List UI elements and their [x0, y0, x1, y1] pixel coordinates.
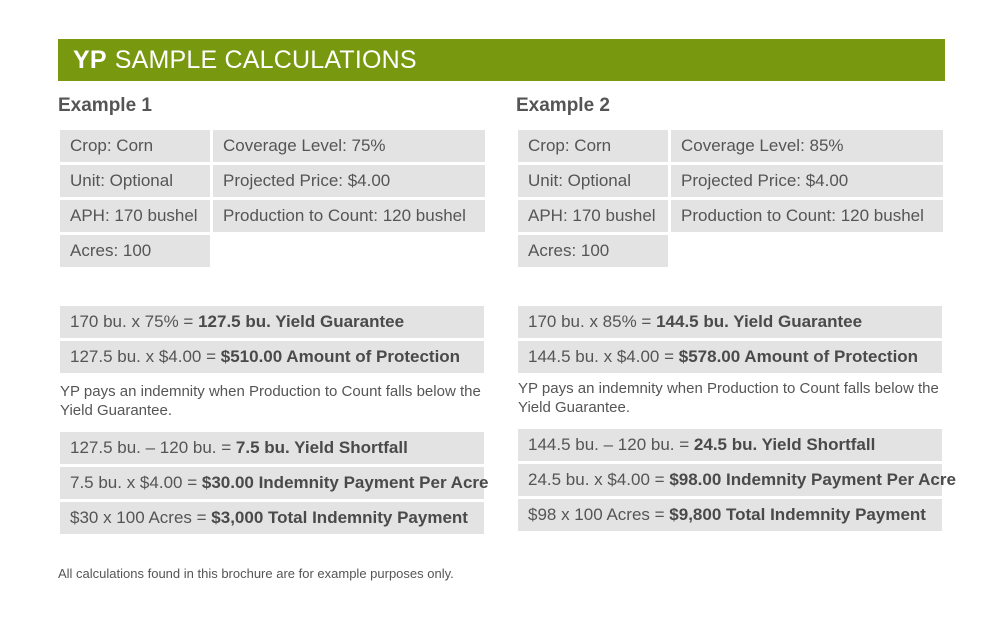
aph-cell: APH: 170 bushel	[60, 200, 210, 232]
unit-cell: Unit: Optional	[60, 165, 210, 197]
section-banner	[58, 39, 945, 81]
unit-cell: Unit: Optional	[518, 165, 668, 197]
indemnity-note: YP pays an indemnity when Production to Count falls below the Yield Guarantee.	[60, 383, 481, 419]
yield-guarantee-calc: 170 bu. x 75% = 127.5 bu. Yield Guarantee	[60, 306, 484, 338]
production-cell: Production to Count: 120 bushel	[671, 200, 943, 232]
example-title: Example 2	[516, 95, 610, 116]
aph-cell: APH: 170 bushel	[518, 200, 668, 232]
total-payment-calc: $98 x 100 Acres = $9,800 Total Indemnity Payment	[518, 499, 942, 531]
example-1	[58, 93, 489, 527]
disclaimer-footer: All calculations found in this brochure are for example purposes only.	[58, 566, 454, 581]
yield-guarantee-calc: 170 bu. x 85% = 144.5 bu. Yield Guarantee	[518, 306, 942, 338]
crop-cell: Crop: Corn	[60, 130, 210, 162]
crop-cell: Crop: Corn	[518, 130, 668, 162]
payment-per-acre-calc: 24.5 bu. x $4.00 = $98.00 Indemnity Payment Per Acre	[518, 464, 942, 496]
amount-protection-calc: 127.5 bu. x $4.00 = $510.00 Amount of Protection	[60, 341, 484, 373]
coverage-cell: Coverage Level: 75%	[213, 130, 485, 162]
indemnity-note: YP pays an indemnity when Production to Count falls below the Yield Guarantee.	[518, 380, 939, 416]
total-payment-calc: $30 x 100 Acres = $3,000 Total Indemnity Payment	[60, 502, 484, 534]
yield-shortfall-calc: 127.5 bu. – 120 bu. = 7.5 bu. Yield Shortfall	[60, 432, 484, 464]
yield-shortfall-calc: 144.5 bu. – 120 bu. = 24.5 bu. Yield Shortfall	[518, 429, 942, 461]
acres-cell: Acres: 100	[518, 235, 668, 267]
coverage-cell: Coverage Level: 85%	[671, 130, 943, 162]
banner-title-bold: YP	[73, 45, 107, 74]
amount-protection-calc: 144.5 bu. x $4.00 = $578.00 Amount of Protection	[518, 341, 942, 373]
example-title: Example 1	[58, 95, 152, 116]
example-2	[516, 93, 956, 524]
production-cell: Production to Count: 120 bushel	[213, 200, 485, 232]
banner-title: SAMPLE CALCULATIONS	[114, 45, 417, 74]
payment-per-acre-calc: 7.5 bu. x $4.00 = $30.00 Indemnity Payment Per Acre	[60, 467, 484, 499]
acres-cell: Acres: 100	[60, 235, 210, 267]
price-cell: Projected Price: $4.00	[213, 165, 485, 197]
price-cell: Projected Price: $4.00	[671, 165, 943, 197]
